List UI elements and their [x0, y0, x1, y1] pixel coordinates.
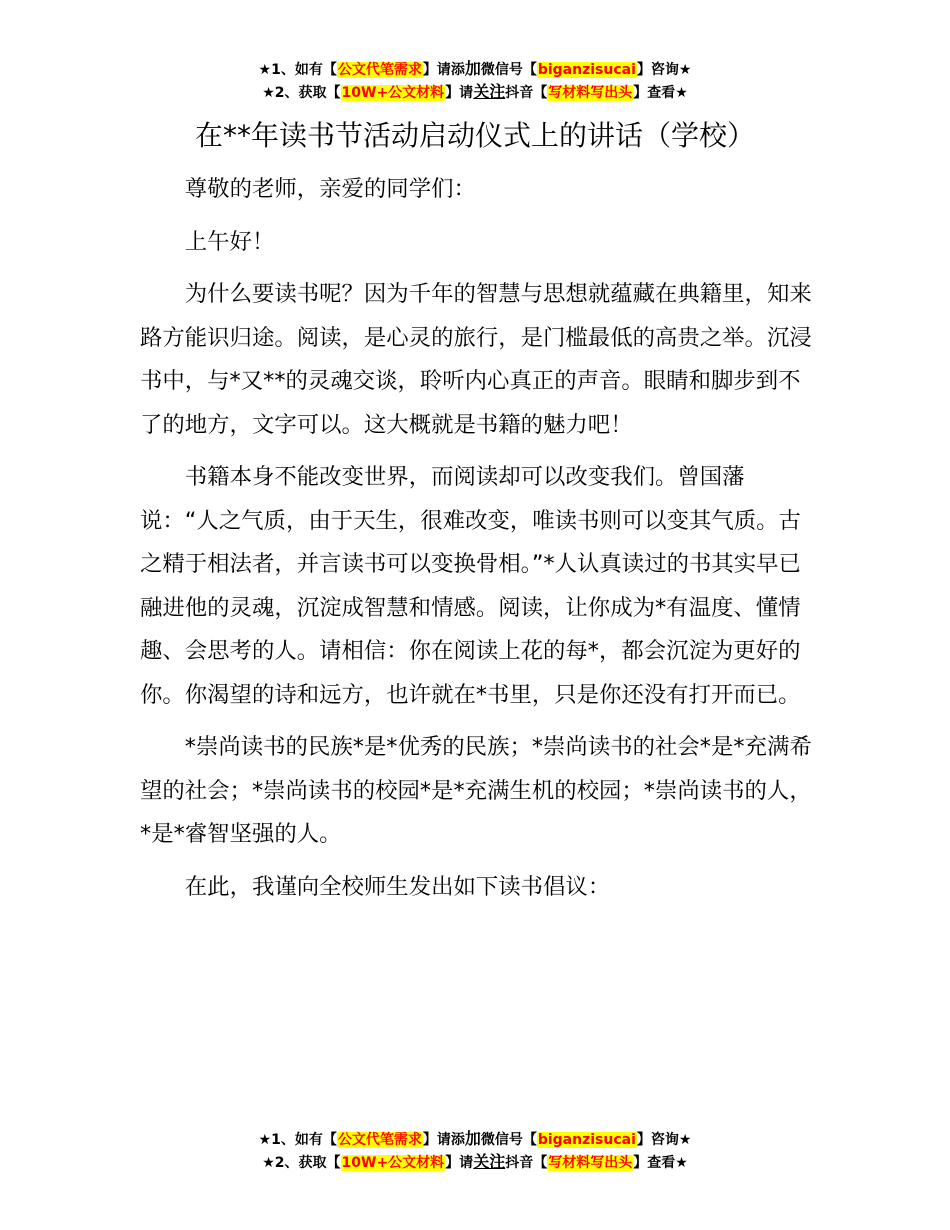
header-l1-highlight-service: 公文代笔需求: [337, 62, 422, 78]
header-l1-text-1: ★1、如有【: [258, 62, 337, 78]
header-l2-highlight-douyin: 写材料写出头: [548, 85, 633, 101]
footer-l1-text-big: 加: [464, 1129, 481, 1148]
footer-l1-text-3: 微信号【: [480, 1132, 537, 1148]
header-l2-text-4: 】查看★: [633, 85, 688, 101]
header-l2-text-1: ★2、获取【: [262, 85, 341, 101]
header-l1-text-4: 】咨询★: [636, 62, 692, 78]
footer-l2-text-4: 】查看★: [633, 1155, 688, 1171]
header-l2-text-3: 抖音【: [505, 85, 548, 101]
footer-banner: [0, 1128, 950, 1174]
header-l1-text-big: 加: [464, 59, 481, 78]
footer-l1-text-2: 】请添: [422, 1132, 465, 1148]
footer-line-1: [0, 1128, 950, 1151]
paragraph-books-change-us: 书籍本身不能改变世界，而阅读却可以改变我们。曾国藩说：“人之气质，由于天生，很难改变，唯读书则可以变其气质。古之精于相法者，并言读书可以变换骨相。”*人认真读过的书其实早已融进他的灵魂，沉淀成智慧和情感。阅读，让你成为*有温度、懂情趣、会思考的人。请相信：你在阅读上花的每*，都会沉淀为更好的你。你渴望的诗和远方，也许就在*书里，只是你还没有打开而已。: [140, 464, 801, 708]
header-l2-highlight-materials: 10W+公文材料: [341, 85, 445, 101]
header-banner: [0, 58, 950, 104]
footer-l1-text-1: ★1、如有【: [258, 1132, 337, 1148]
document-body: [140, 168, 812, 918]
header-line-1: [0, 58, 950, 81]
footer-l1-highlight-wechat-id: biganzisucai: [537, 1132, 636, 1148]
paragraph-salutation: 尊敬的老师，亲爱的同学们：: [184, 176, 476, 202]
footer-line-2: [0, 1151, 950, 1174]
document-title: 在**年读书节活动启动仪式上的讲话（学校）: [194, 119, 755, 152]
footer-l2-highlight-materials: 10W+公文材料: [341, 1155, 445, 1171]
paragraph-greeting: 上午好！: [184, 228, 275, 255]
footer-l1-highlight-service: 公文代笔需求: [337, 1132, 422, 1148]
footer-l2-text-2: 】请: [445, 1155, 474, 1171]
footer-l2-text-underlined: 关注: [473, 1152, 506, 1171]
header-l2-text-underlined: 关注: [473, 82, 506, 101]
footer-l1-text-4: 】咨询★: [636, 1132, 692, 1148]
paragraph-why-read: 为什么要读书呢？因为千年的智慧与思想就蕴藏在典籍里，知来路方能识归途。阅读，是心灵的旅行，是门槛最低的高贵之举。沉浸书中，与*又**的灵魂交谈，聆听内心真正的声音。眼睛和脚步到不了的地方，文字可以。这大概就是书籍的魅力吧！: [140, 281, 812, 438]
footer-l2-highlight-douyin: 写材料写出头: [548, 1155, 633, 1171]
header-l1-text-2: 】请添: [422, 62, 465, 78]
paragraph-reading-nation: *崇尚读书的民族*是*优秀的民族；*崇尚读书的社会*是*充满希望的社会；*崇尚读书的校园*是*充满生机的校园；*崇尚读书的人，*是*睿智坚强的人。: [140, 734, 812, 847]
header-line-2: [0, 81, 950, 104]
footer-l2-text-3: 抖音【: [505, 1155, 548, 1171]
header-l1-text-3: 微信号【: [480, 62, 537, 78]
header-l2-text-2: 】请: [445, 85, 474, 101]
paragraph-initiative: 在此，我谨向全校师生发出如下读书倡议：: [184, 873, 611, 900]
header-l1-highlight-wechat-id: biganzisucai: [537, 62, 636, 78]
footer-l2-text-1: ★2、获取【: [262, 1155, 341, 1171]
